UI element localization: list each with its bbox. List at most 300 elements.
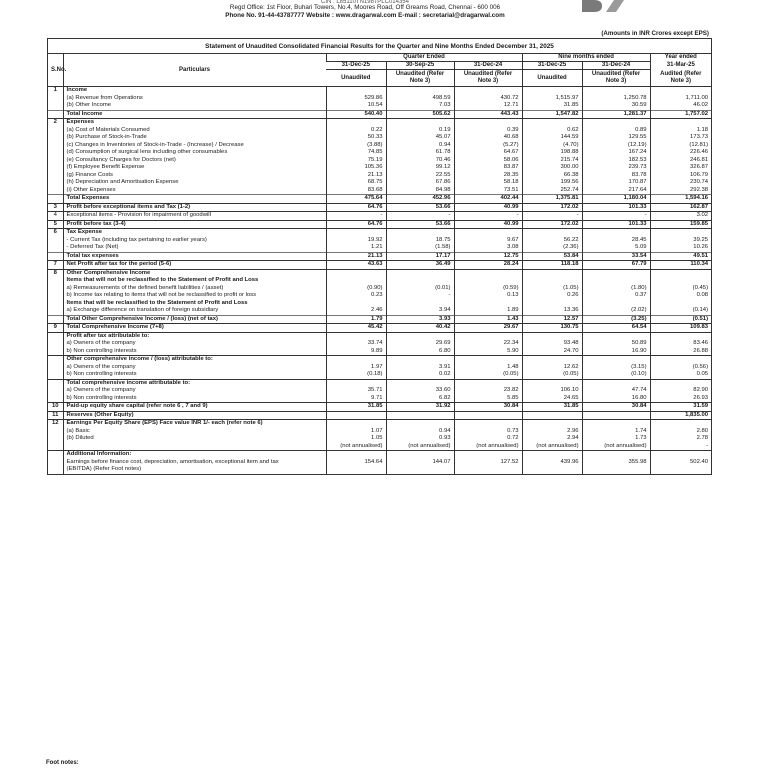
- table-row: [48, 95, 711, 103]
- row-value: 33.74: [326, 340, 386, 348]
- row-value: (0.14): [650, 307, 711, 315]
- row-value: 110.34: [650, 261, 711, 269]
- row-value: 64.54: [582, 324, 650, 332]
- row-value: 12.71: [454, 102, 522, 110]
- row-value: (12.81): [650, 142, 711, 150]
- row-value: 1.97: [326, 364, 386, 372]
- row-value: 226.46: [650, 149, 711, 157]
- row-value: (0.51): [650, 315, 711, 323]
- table-row: [48, 252, 711, 260]
- results-statement: [47, 38, 712, 475]
- row-value: 56.22: [522, 237, 582, 245]
- row-label: a) Owners of the company: [63, 340, 326, 348]
- row-value: 23.82: [454, 387, 522, 395]
- row-value: 39.25: [650, 237, 711, 245]
- row-value: 0.13: [454, 292, 522, 300]
- row-value: 159.85: [650, 220, 711, 228]
- row-value: 28.45: [582, 237, 650, 245]
- col-date: 31-Dec-24: [454, 62, 522, 70]
- row-value: 170.87: [582, 179, 650, 187]
- row-value: [326, 87, 386, 95]
- row-sno: 12: [48, 420, 63, 428]
- table-row: [48, 340, 711, 348]
- row-value: [582, 356, 650, 364]
- row-value: (0.10): [582, 371, 650, 379]
- row-value: 67.86: [386, 179, 454, 187]
- row-value: 127.52: [454, 459, 522, 467]
- row-value: 47.74: [582, 387, 650, 395]
- row-value: [326, 420, 386, 428]
- col-status: Audited (Refer Note 3): [650, 70, 711, 87]
- row-label: (a) Revenue from Operations: [63, 95, 326, 103]
- col-date: 31-Dec-24: [582, 62, 650, 70]
- table-row: [48, 285, 711, 293]
- row-value: [582, 420, 650, 428]
- row-value: 0.02: [386, 371, 454, 379]
- row-value: 0.93: [386, 435, 454, 443]
- row-label: Earnings before finance cost, depreciation, amortisation, exceptional item and tax: [63, 459, 326, 467]
- group-nine-months: Nine months ended: [522, 54, 650, 62]
- row-value: 230.74: [650, 179, 711, 187]
- table-row: [48, 134, 711, 142]
- row-value: 40.99: [454, 203, 522, 211]
- row-value: 5.09: [582, 244, 650, 252]
- row-value: 16.90: [582, 348, 650, 356]
- row-value: [386, 356, 454, 364]
- row-value: [582, 87, 650, 95]
- row-value: 1,711.00: [650, 95, 711, 103]
- row-label: Exceptional items - Provision for impairment of goodwill: [63, 212, 326, 220]
- row-value: (3.25): [582, 315, 650, 323]
- row-value: 22.34: [454, 340, 522, 348]
- table-row: [48, 371, 711, 379]
- row-value: 58.18: [454, 179, 522, 187]
- row-label: Total Income: [63, 110, 326, 118]
- row-value: [326, 119, 386, 127]
- row-value: 64.76: [326, 220, 386, 228]
- table-row: [48, 157, 711, 165]
- row-value: 505.62: [386, 110, 454, 118]
- row-sno: [48, 443, 63, 451]
- table-row: [48, 237, 711, 245]
- row-value: [582, 229, 650, 237]
- row-sno: 3: [48, 203, 63, 211]
- row-sno: [48, 466, 63, 474]
- row-value: 217.64: [582, 187, 650, 195]
- row-sno: [48, 332, 63, 340]
- row-value: [386, 87, 454, 95]
- row-value: [650, 466, 711, 474]
- contact-line: Phone No. 91-44-43787777 Website : www.dragarwal.com E-mail : secretarial@dragarwal.com: [225, 12, 505, 19]
- row-value: [582, 466, 650, 474]
- row-value: 6.80: [386, 348, 454, 356]
- row-value: [326, 451, 386, 459]
- col-date: 31-Dec-25: [522, 62, 582, 70]
- row-value: 498.59: [386, 95, 454, 103]
- row-sno: [48, 110, 63, 118]
- row-value: 430.72: [454, 95, 522, 103]
- row-label: Profit after tax attributable to:: [63, 332, 326, 340]
- row-value: 215.74: [522, 157, 582, 165]
- row-value: 31.85: [522, 102, 582, 110]
- row-value: -: [326, 212, 386, 220]
- row-value: 33.54: [582, 252, 650, 260]
- row-sno: 9: [48, 324, 63, 332]
- row-sno: [48, 451, 63, 459]
- row-value: [522, 277, 582, 285]
- table-row: [48, 379, 711, 387]
- row-value: 31.85: [522, 403, 582, 411]
- row-value: 0.62: [522, 127, 582, 135]
- row-sno: 8: [48, 269, 63, 277]
- row-value: [582, 300, 650, 308]
- table-row: [48, 451, 711, 459]
- row-value: [522, 229, 582, 237]
- row-value: 154.64: [326, 459, 386, 467]
- row-value: 1,375.81: [522, 195, 582, 203]
- row-sno: 2: [48, 119, 63, 127]
- row-label: b) Non controlling interests: [63, 348, 326, 356]
- row-value: (4.70): [522, 142, 582, 150]
- row-value: [326, 411, 386, 419]
- row-value: 12.62: [522, 364, 582, 372]
- row-value: 1,180.04: [582, 195, 650, 203]
- row-sno: [48, 395, 63, 403]
- row-value: [326, 332, 386, 340]
- row-value: 172.02: [522, 203, 582, 211]
- row-sno: [48, 315, 63, 323]
- row-value: 21.13: [326, 172, 386, 180]
- row-value: 2.96: [522, 428, 582, 436]
- row-value: (3.88): [326, 142, 386, 150]
- row-sno: [48, 428, 63, 436]
- row-sno: 11: [48, 411, 63, 419]
- table-row: [48, 110, 711, 118]
- table-row: [48, 172, 711, 180]
- row-value: 9.89: [326, 348, 386, 356]
- row-value: 443.43: [454, 110, 522, 118]
- row-label: a) Exchange difference on translation of foreign subsidiary: [63, 307, 326, 315]
- row-value: 300.00: [522, 164, 582, 172]
- row-value: 439.96: [522, 459, 582, 467]
- row-value: 0.23: [326, 292, 386, 300]
- row-value: [454, 277, 522, 285]
- row-label: b) Non controlling interests: [63, 395, 326, 403]
- row-value: 84.98: [386, 187, 454, 195]
- row-value: 53.66: [386, 203, 454, 211]
- row-label: - Current Tax (including tax pertaining to earlier years): [63, 237, 326, 245]
- row-value: 0.89: [582, 127, 650, 135]
- row-sno: [48, 371, 63, 379]
- row-value: 252.74: [522, 187, 582, 195]
- row-value: [454, 356, 522, 364]
- row-label: Earnings Per Equity Share (EPS) Face value INR 1/- each (refer note 6): [63, 420, 326, 428]
- row-value: (0.90): [326, 285, 386, 293]
- row-sno: [48, 435, 63, 443]
- row-value: 130.75: [522, 324, 582, 332]
- row-label: Items that will not be reclassified to the Statement of Profit and Loss: [63, 277, 326, 285]
- table-row: [48, 435, 711, 443]
- row-value: 21.13: [326, 252, 386, 260]
- row-value: 1.79: [326, 315, 386, 323]
- row-value: 28.35: [454, 172, 522, 180]
- row-value: 66.38: [522, 172, 582, 180]
- row-value: [522, 119, 582, 127]
- registered-address: Regd Office: 1st Floor, Buhari Towers, No.4, Moores Road, Off Greams Road, Chennai - 600 006: [229, 4, 501, 11]
- row-sno: [48, 149, 63, 157]
- row-label: Additional Information:: [63, 451, 326, 459]
- row-value: 12.57: [522, 315, 582, 323]
- row-value: 26.88: [650, 348, 711, 356]
- row-sno: [48, 348, 63, 356]
- row-value: 402.44: [454, 195, 522, 203]
- row-value: (1.80): [582, 285, 650, 293]
- row-value: 1.73: [582, 435, 650, 443]
- row-value: 64.67: [454, 149, 522, 157]
- row-value: 5.85: [454, 395, 522, 403]
- row-value: 106.10: [522, 387, 582, 395]
- row-sno: 1: [48, 87, 63, 95]
- row-value: [522, 379, 582, 387]
- table-row: [48, 179, 711, 187]
- table-row: [48, 364, 711, 372]
- row-value: [386, 300, 454, 308]
- row-label: (c) Changes in Inventories of Stock-in-Trade - (Increase) / Decrease: [63, 142, 326, 150]
- row-value: 53.84: [522, 252, 582, 260]
- row-value: 36.49: [386, 261, 454, 269]
- table-row: [48, 387, 711, 395]
- table-row: [48, 187, 711, 195]
- row-value: (not annualised): [454, 443, 522, 451]
- table-row: [48, 203, 711, 211]
- row-value: [386, 411, 454, 419]
- row-value: [650, 87, 711, 95]
- group-quarter: Quarter Ended: [326, 54, 522, 62]
- row-label: Profit before exceptional items and Tax (1-2): [63, 203, 326, 211]
- row-sno: [48, 157, 63, 165]
- row-value: (not annualised): [386, 443, 454, 451]
- row-label: Income: [63, 87, 326, 95]
- row-value: 24.65: [522, 395, 582, 403]
- row-label: a) Owners of the company: [63, 387, 326, 395]
- table-row: [48, 348, 711, 356]
- row-value: 0.94: [386, 428, 454, 436]
- row-label: (b) Other Income: [63, 102, 326, 110]
- col-status: Unaudited (Refer Note 3): [454, 70, 522, 87]
- table-row: [48, 102, 711, 110]
- row-value: 1.43: [454, 315, 522, 323]
- row-label: Total Expenses: [63, 195, 326, 203]
- row-value: 1,515.97: [522, 95, 582, 103]
- table-row: [48, 269, 711, 277]
- table-row: [48, 142, 711, 150]
- table-row: [48, 356, 711, 364]
- row-value: 24.70: [522, 348, 582, 356]
- row-value: 64.76: [326, 203, 386, 211]
- row-value: 1,281.37: [582, 110, 650, 118]
- row-sno: [48, 102, 63, 110]
- row-value: [386, 466, 454, 474]
- row-value: (0.05): [522, 371, 582, 379]
- col-date: 30-Sep-25: [386, 62, 454, 70]
- row-value: -: [386, 212, 454, 220]
- row-label: a) Remeasurements of the defined benefit liabilities / (asset): [63, 285, 326, 293]
- row-value: [326, 300, 386, 308]
- row-value: 49.51: [650, 252, 711, 260]
- row-value: 106.79: [650, 172, 711, 180]
- row-value: 173.73: [650, 134, 711, 142]
- row-label: b) Income tax relating to items that will not be reclassified to profit or loss: [63, 292, 326, 300]
- row-sno: [48, 364, 63, 372]
- row-sno: [48, 292, 63, 300]
- results-table: [48, 54, 711, 474]
- row-value: [522, 87, 582, 95]
- row-label: Paid-up equity share capital (refer note 6 , 7 and 9): [63, 403, 326, 411]
- row-label: (d) Consumption of surgical lens including other consumables: [63, 149, 326, 157]
- row-value: 144.59: [522, 134, 582, 142]
- row-value: (1.05): [522, 285, 582, 293]
- row-value: 355.98: [582, 459, 650, 467]
- row-value: [522, 420, 582, 428]
- row-value: [650, 229, 711, 237]
- row-value: [650, 332, 711, 340]
- row-sno: 5: [48, 220, 63, 228]
- row-value: 31.92: [386, 403, 454, 411]
- row-value: 292.38: [650, 187, 711, 195]
- row-value: -: [522, 212, 582, 220]
- row-sno: [48, 134, 63, 142]
- row-value: -: [650, 443, 711, 451]
- row-sno: [48, 127, 63, 135]
- row-value: [386, 119, 454, 127]
- row-value: 75.19: [326, 157, 386, 165]
- table-row: [48, 459, 711, 467]
- row-value: 1.18: [650, 127, 711, 135]
- col-status: Unaudited (Refer Note 3): [386, 70, 454, 87]
- row-value: [582, 269, 650, 277]
- table-row: [48, 466, 711, 474]
- row-label: Net Profit after tax for the period (5-6): [63, 261, 326, 269]
- row-sno: [48, 356, 63, 364]
- row-value: [454, 466, 522, 474]
- col-date: 31-Dec-25: [326, 62, 386, 70]
- row-value: 1.07: [326, 428, 386, 436]
- row-value: 83.46: [650, 340, 711, 348]
- company-header: [150, 0, 580, 20]
- row-value: [454, 411, 522, 419]
- row-value: 101.33: [582, 203, 650, 211]
- row-value: 0.19: [386, 127, 454, 135]
- table-row: [48, 87, 711, 95]
- row-value: 93.48: [522, 340, 582, 348]
- row-value: -: [582, 212, 650, 220]
- row-value: 40.42: [386, 324, 454, 332]
- row-value: 1.74: [582, 428, 650, 436]
- row-value: [454, 87, 522, 95]
- row-value: [522, 466, 582, 474]
- row-value: -: [454, 212, 522, 220]
- row-value: 2.94: [522, 435, 582, 443]
- row-label: (g) Finance Costs: [63, 172, 326, 180]
- row-value: 0.72: [454, 435, 522, 443]
- row-label: Total comprehensive income attributable to:: [63, 379, 326, 387]
- row-value: 9.71: [326, 395, 386, 403]
- row-label: Other Comprehensive Income: [63, 269, 326, 277]
- row-value: [386, 277, 454, 285]
- row-value: 18.75: [386, 237, 454, 245]
- row-label: Reserves (Other Equity): [63, 411, 326, 419]
- row-value: 9.67: [454, 237, 522, 245]
- row-value: 109.83: [650, 324, 711, 332]
- row-value: 2.78: [650, 435, 711, 443]
- row-value: [326, 269, 386, 277]
- table-row: [48, 212, 711, 220]
- table-row: [48, 420, 711, 428]
- col-particulars: Particulars: [63, 54, 326, 87]
- table-row: [48, 300, 711, 308]
- row-value: 30.84: [582, 403, 650, 411]
- row-sno: 6: [48, 229, 63, 237]
- row-sno: 7: [48, 261, 63, 269]
- row-value: [386, 229, 454, 237]
- row-value: (not annualised): [326, 443, 386, 451]
- row-value: 144.07: [386, 459, 454, 467]
- row-label: Total Other Comprehensive Income / (loss) (net of tax): [63, 315, 326, 323]
- table-row: [48, 261, 711, 269]
- table-row: [48, 127, 711, 135]
- row-value: 19.92: [326, 237, 386, 245]
- table-row: [48, 315, 711, 323]
- group-year: Year ended: [650, 54, 711, 62]
- row-label: (a) Cost of Materials Consumed: [63, 127, 326, 135]
- row-label: Items that will be reclassified to the Statement of Profit and Loss: [63, 300, 326, 308]
- row-value: [522, 332, 582, 340]
- table-row: [48, 443, 711, 451]
- row-sno: [48, 252, 63, 260]
- row-value: 475.64: [326, 195, 386, 203]
- row-value: (0.05): [454, 371, 522, 379]
- table-row: [48, 195, 711, 203]
- row-sno: [48, 237, 63, 245]
- row-value: 6.82: [386, 395, 454, 403]
- row-label: (i) Other Expenses: [63, 187, 326, 195]
- row-value: 40.68: [454, 134, 522, 142]
- row-value: [582, 277, 650, 285]
- row-value: -: [386, 292, 454, 300]
- row-label: - Deferred Tax (Net): [63, 244, 326, 252]
- row-sno: [48, 164, 63, 172]
- row-label: (h) Depreciation and Amortisation Expense: [63, 179, 326, 187]
- row-value: (0.59): [454, 285, 522, 293]
- row-value: 83.68: [326, 187, 386, 195]
- row-value: 3.93: [386, 315, 454, 323]
- table-row: [48, 324, 711, 332]
- table-row: [48, 244, 711, 252]
- row-value: 1,594.16: [650, 195, 711, 203]
- row-value: 99.12: [386, 164, 454, 172]
- row-value: 0.05: [650, 371, 711, 379]
- row-value: (0.18): [326, 371, 386, 379]
- row-sno: [48, 244, 63, 252]
- table-row: [48, 428, 711, 436]
- row-label: [63, 443, 326, 451]
- row-sno: [48, 300, 63, 308]
- row-value: 101.33: [582, 220, 650, 228]
- row-value: 3.08: [454, 244, 522, 252]
- row-value: 67.79: [582, 261, 650, 269]
- row-value: 167.24: [582, 149, 650, 157]
- row-value: [522, 269, 582, 277]
